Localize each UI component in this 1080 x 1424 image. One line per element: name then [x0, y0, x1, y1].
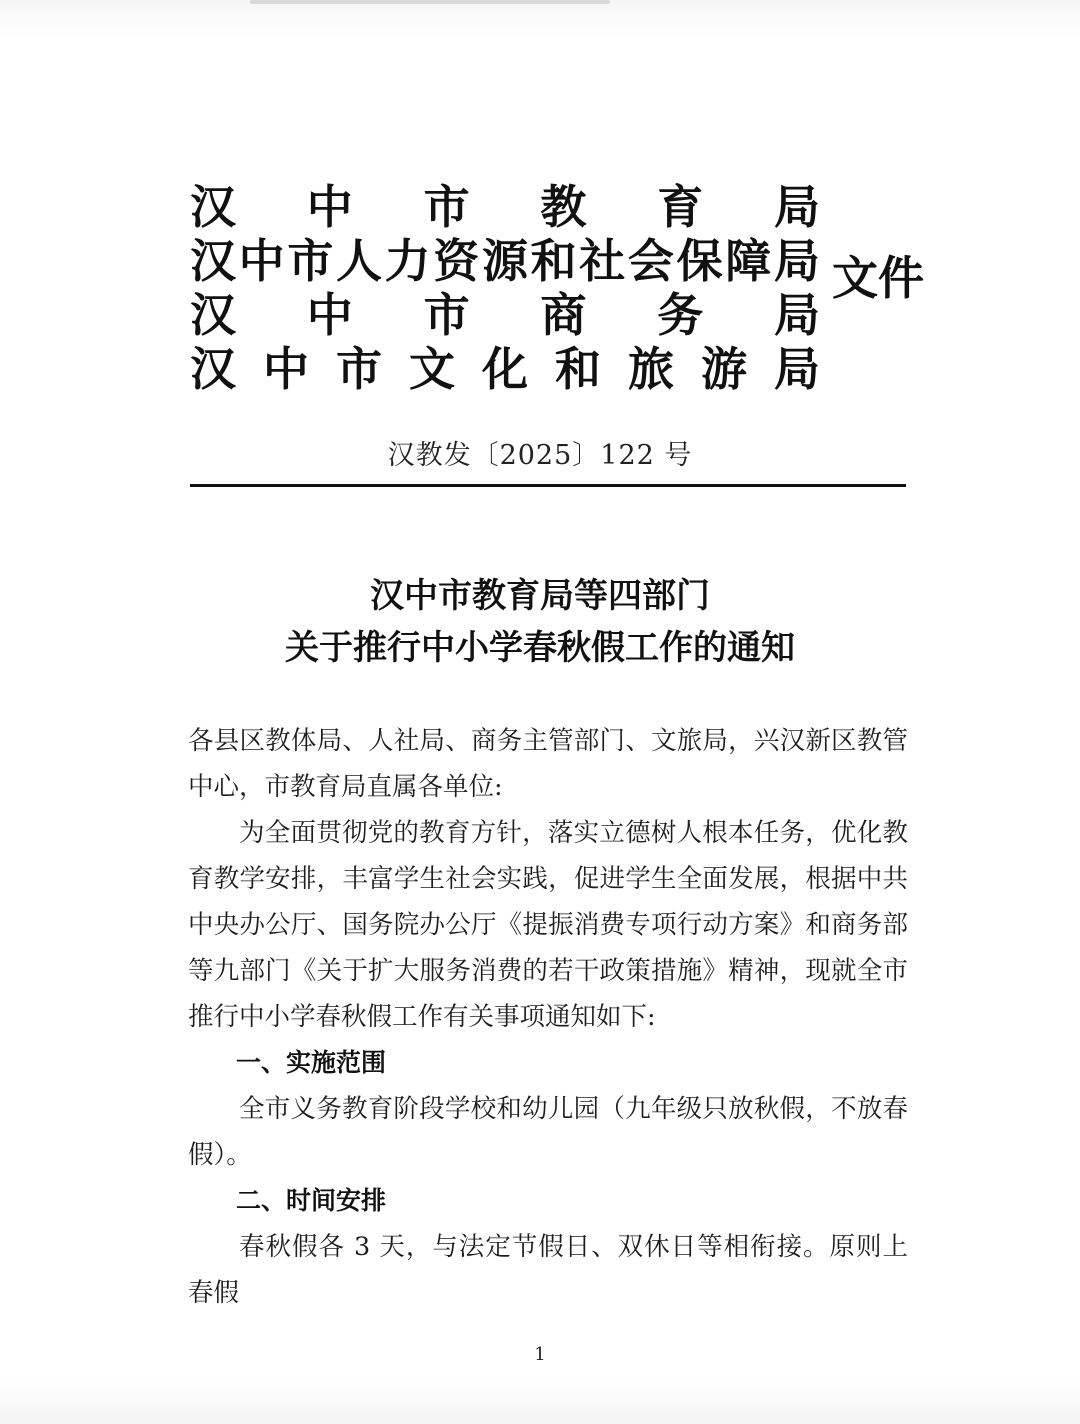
issuer-char: 游 [701, 342, 747, 396]
section-2-paragraph: 春秋假各 3 天，与法定节假日、双休日等相衔接。原则上春假 [188, 1232, 908, 1308]
issuer-char: 局 [773, 180, 820, 234]
issuer-char: 和 [530, 234, 577, 288]
issuer-char: 中 [263, 342, 309, 396]
header-divider [190, 484, 906, 487]
document-title [0, 570, 1080, 674]
issuer-char: 障 [725, 234, 772, 288]
addressee-paragraph: 各县区教体局、人社局、商务主管部门、文旅局，兴汉新区教管中心，市教育局直属各单位: [188, 726, 908, 802]
issuer-char: 市 [287, 234, 334, 288]
scan-edge-shadow [250, 0, 610, 4]
issuer-char: 商 [540, 288, 587, 342]
section-1-paragraph: 全市义务教育阶段学校和幼儿园（九年级只放秋假，不放春假）。 [188, 1094, 908, 1170]
title-line-1: 汉中市教育局等四部门 [370, 576, 710, 616]
issuer-char: 中 [306, 288, 353, 342]
issuer-char: 育 [657, 180, 704, 234]
issuer-char: 局 [773, 234, 820, 288]
issuer-line-commerce [190, 288, 820, 342]
issuer-char: 会 [627, 234, 674, 288]
issuer-char: 市 [423, 288, 470, 342]
issuer-block [190, 180, 820, 396]
issuer-char: 汉 [190, 234, 236, 288]
issuer-char: 旅 [628, 342, 674, 396]
issuer-char: 市 [423, 180, 470, 234]
title-line-2: 关于推行中小学春秋假工作的通知 [285, 628, 795, 668]
issuer-char: 社 [579, 234, 626, 288]
issuer-char: 保 [676, 234, 723, 288]
section-2-heading: 二、时间安排 [236, 1186, 387, 1215]
issuer-char: 文 [409, 342, 455, 396]
issuer-char: 务 [657, 288, 704, 342]
issuer-line-hr-social-security [190, 234, 820, 288]
issuer-char: 汉 [190, 288, 236, 342]
intro-paragraph: 为全面贯彻党的教育方针，落实立德树人根本任务，优化教育教学安排，丰富学生社会实践，促进学生全面发展，根据中共中央办公厅、国务院办公厅《提振消费专项行动方案》和商务部等九部门《关于扩大服务消费的若干政策措施》精神，现就全市推行中小学春秋假工作有关事项通知如下: [188, 818, 908, 1032]
issuer-char: 市 [336, 342, 382, 396]
issuer-char: 源 [481, 234, 528, 288]
section-1-heading: 一、实施范围 [236, 1048, 387, 1077]
issuer-char: 汉 [190, 180, 236, 234]
issuer-char: 化 [482, 342, 528, 396]
issuer-line-education [190, 180, 820, 234]
issuer-char: 力 [384, 234, 431, 288]
page-number: 1 [534, 1344, 546, 1365]
issuer-char: 中 [238, 234, 285, 288]
issuer-char: 局 [774, 342, 820, 396]
issuer-line-culture-tourism [190, 342, 820, 396]
issuer-char: 资 [433, 234, 480, 288]
document-body [188, 718, 908, 1316]
issuer-char: 局 [773, 288, 820, 342]
document-number: 汉教发〔2025〕122 号 [387, 440, 693, 471]
issuer-char: 汉 [190, 342, 236, 396]
issuer-char: 人 [335, 234, 382, 288]
issuer-char: 教 [540, 180, 587, 234]
issuer-char: 中 [306, 180, 353, 234]
issuer-char: 和 [555, 342, 601, 396]
document-suffix: 文件 [832, 251, 924, 305]
